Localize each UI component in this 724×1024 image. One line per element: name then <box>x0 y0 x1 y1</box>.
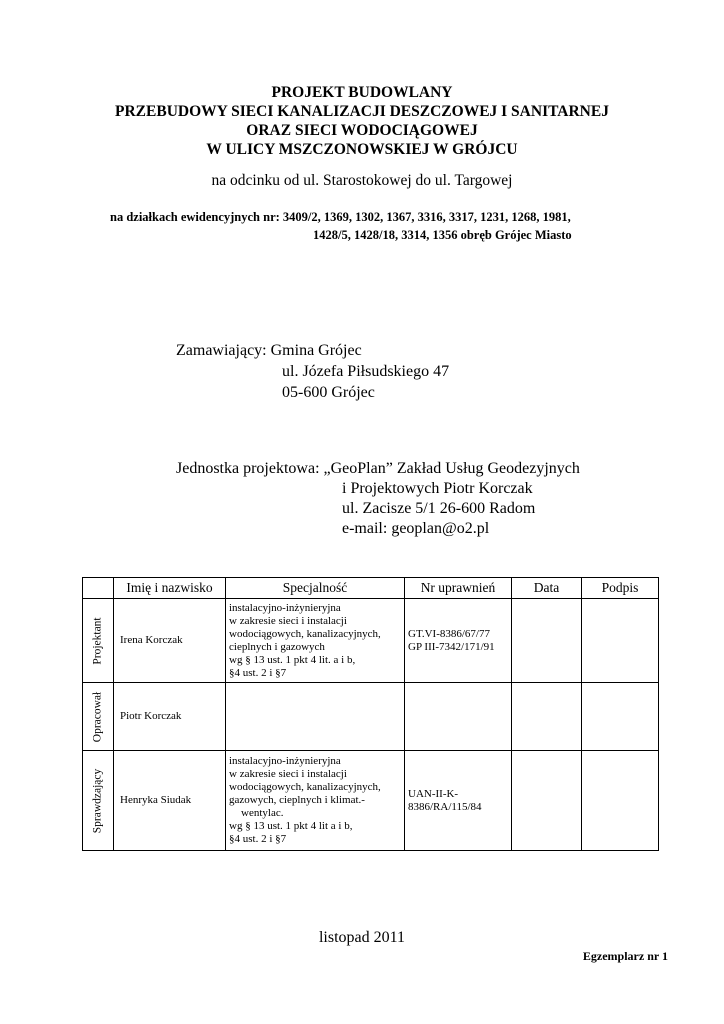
document-subtitle: na odcinku od ul. Starostokowej do ul. Targowej <box>211 172 513 189</box>
specialty-line: w zakresie sieci i instalacji <box>229 614 347 627</box>
date-cell <box>512 683 582 751</box>
title-line-4: W ULICY MSZCZONOWSKIEJ W GRÓJCU <box>206 141 518 158</box>
person-name: Irena Korczak <box>114 599 226 683</box>
specialty-line: gazowych, cieplnych i klimat.- <box>229 794 365 806</box>
designer-label: Jednostka projektowa: „GeoPlan” Zakład Usług Geodezyjnych <box>176 460 580 477</box>
header-role <box>83 578 114 599</box>
header-date: Data <box>512 578 582 599</box>
specialty-line: instalacyjno-inżynieryjna <box>229 755 341 767</box>
table-header-row <box>83 578 659 599</box>
header-name: Imię i nazwisko <box>114 578 226 599</box>
table-row <box>83 599 659 683</box>
specialty-line: wentylac. <box>241 807 284 819</box>
header-specialty: Specjalność <box>226 578 405 599</box>
signature-cell <box>582 683 659 751</box>
role-label: Opracował <box>91 691 104 742</box>
table-row <box>83 683 659 751</box>
person-name: Henryka Siudak <box>114 751 226 851</box>
header-permit: Nr uprawnień <box>405 578 512 599</box>
designer-address: ul. Zacisze 5/1 26-600 Radom <box>342 500 536 517</box>
signature-cell <box>582 599 659 683</box>
role-label: Projektant <box>91 616 104 665</box>
role-cell <box>83 751 114 851</box>
title-line-2: PRZEBUDOWY SIECI KANALIZACJI DESZCZOWEJ I SANITARNEJ <box>115 103 609 120</box>
specialty-line: §4 ust. 2 i §7 <box>229 833 287 845</box>
permit-cell <box>405 599 512 683</box>
issue-date: listopad 2011 <box>318 929 406 946</box>
designer-email: e-mail: geoplan@o2.pl <box>342 520 490 537</box>
permit-cell <box>405 683 512 751</box>
designer-name-line: i Projektowych Piotr Korczak <box>342 480 533 497</box>
specialty-line: instalacyjno-inżynieryjna <box>229 601 341 614</box>
role-cell <box>83 599 114 683</box>
plot-numbers <box>110 208 572 244</box>
specialty-line: wg § 13 ust. 1 pkt 4 lit a i b, <box>229 820 353 832</box>
permit-line: GP III-7342/171/91 <box>408 640 495 653</box>
client-label: Zamawiający: Gmina Grójec <box>176 342 362 359</box>
copy-number: Egzemplarz nr 1 <box>582 949 668 963</box>
specialty-line: cieplnych i gazowych <box>229 640 325 653</box>
specialty-cell <box>226 683 405 751</box>
plot-numbers-line-2: 1428/5, 1428/18, 3314, 1356 obręb Grójec Miasto <box>313 228 572 242</box>
header-signature: Podpis <box>582 578 659 599</box>
specialty-cell <box>226 599 405 683</box>
specialty-line: §4 ust. 2 i §7 <box>229 666 287 679</box>
permit-line: 8386/RA/115/84 <box>408 800 482 813</box>
specialty-line: wodociągowych, kanalizacyjnych, <box>229 781 381 793</box>
client-block <box>176 340 449 403</box>
title-line-3: ORAZ SIECI WODOCIĄGOWEJ <box>246 122 478 139</box>
designer-block <box>176 459 580 539</box>
plot-numbers-line-1: na działkach ewidencyjnych nr: 3409/2, 1369, 1302, 1367, 3316, 3317, 1231, 1268, 1981, <box>110 210 571 224</box>
title-line-1: PROJEKT BUDOWLANY <box>271 84 453 101</box>
client-address-street: ul. Józefa Piłsudskiego 47 <box>282 363 450 380</box>
table-row <box>83 751 659 851</box>
person-name: Piotr Korczak <box>114 683 226 751</box>
staff-table <box>82 577 659 851</box>
specialty-line: wg § 13 ust. 1 pkt 4 lit. a i b, <box>229 653 356 666</box>
role-label: Sprawdzający <box>91 768 104 833</box>
role-cell <box>83 683 114 751</box>
specialty-line: wodociągowych, kanalizacyjnych, <box>229 627 381 640</box>
document-title <box>0 83 724 159</box>
date-cell <box>512 599 582 683</box>
permit-line: GT.VI-8386/67/77 <box>408 627 490 640</box>
specialty-cell <box>226 751 405 851</box>
specialty-line: w zakresie sieci i instalacji <box>229 768 347 780</box>
client-address-city: 05-600 Grójec <box>282 384 375 401</box>
signature-cell <box>582 751 659 851</box>
permit-line: UAN-II-K- <box>408 787 459 800</box>
permit-cell <box>405 751 512 851</box>
date-cell <box>512 751 582 851</box>
